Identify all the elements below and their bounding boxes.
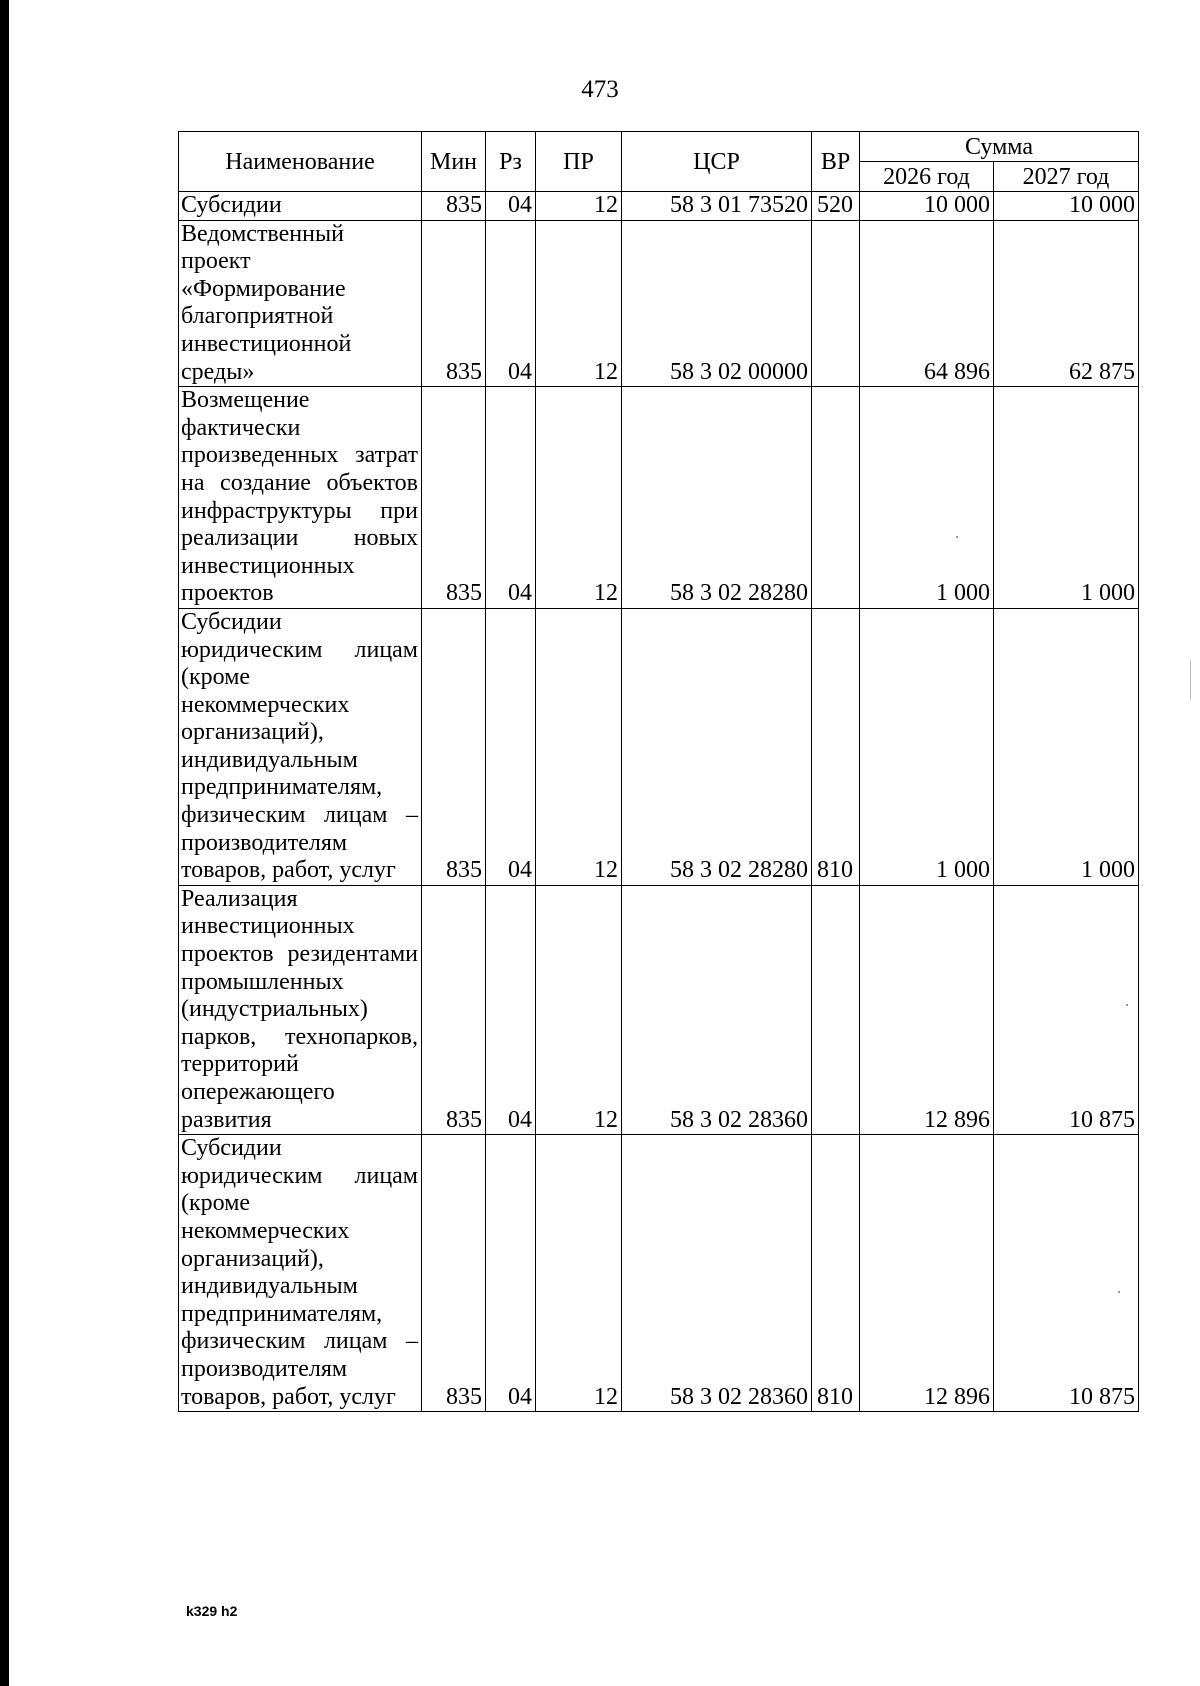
row-pr: 12 <box>536 885 622 1134</box>
row-vr: 520 <box>812 192 860 221</box>
table-row <box>179 220 1139 387</box>
row-name: Субсидии юридическим лицам (кроме некоммерческих организаций), индивидуальным предпринимателям, физическим лицам – производителям товаров, работ, услуг <box>179 1135 422 1412</box>
row-sum-2026: 1 000 <box>860 387 994 609</box>
row-sum-2027: 62 875 <box>994 220 1139 387</box>
table-row <box>179 885 1139 1134</box>
row-pr: 12 <box>536 192 622 221</box>
row-min: 835 <box>422 885 486 1134</box>
row-sum-2027: 10 875 <box>994 1135 1139 1412</box>
row-rz: 04 <box>486 192 536 221</box>
row-csr: 58 3 02 28360 <box>622 885 812 1134</box>
scan-edge-strip <box>0 0 9 1686</box>
row-min: 835 <box>422 608 486 885</box>
row-sum-2026: 10 000 <box>860 192 994 221</box>
table-row <box>179 1135 1139 1412</box>
row-pr: 12 <box>536 220 622 387</box>
row-vr <box>812 885 860 1134</box>
row-sum-2026: 64 896 <box>860 220 994 387</box>
header-year-2026: 2026 год <box>860 162 994 192</box>
row-pr: 12 <box>536 1135 622 1412</box>
row-name: Субсидии <box>179 192 422 221</box>
header-rz: Рз <box>486 132 536 192</box>
row-sum-2026: 1 000 <box>860 608 994 885</box>
row-sum-2027: 1 000 <box>994 608 1139 885</box>
row-vr: 810 <box>812 608 860 885</box>
table-row <box>179 192 1139 221</box>
scan-speck <box>1190 660 1191 700</box>
row-min: 835 <box>422 192 486 221</box>
row-rz: 04 <box>486 885 536 1134</box>
row-csr: 58 3 01 73520 <box>622 192 812 221</box>
row-name: Реализация инвестиционных проектов резидентами промышленных (индустриальных) парков, технопарков, территорий опережающего развития <box>179 885 422 1134</box>
row-min: 835 <box>422 387 486 609</box>
header-min: Мин <box>422 132 486 192</box>
row-min: 835 <box>422 1135 486 1412</box>
row-sum-2027: 1 000 <box>994 387 1139 609</box>
row-min: 835 <box>422 220 486 387</box>
row-sum-2026: 12 896 <box>860 885 994 1134</box>
row-vr: 810 <box>812 1135 860 1412</box>
row-name: Возмещение фактически произведенных затрат на создание объектов инфраструктуры при реализации новых инвестиционных проектов <box>179 387 422 609</box>
row-vr <box>812 387 860 609</box>
scan-speck <box>1118 1291 1120 1293</box>
row-csr: 58 3 02 00000 <box>622 220 812 387</box>
row-sum-2027: 10 000 <box>994 192 1139 221</box>
scan-speck <box>1126 1004 1128 1006</box>
header-name: Наименование <box>179 132 422 192</box>
row-rz: 04 <box>486 387 536 609</box>
row-sum-2027: 10 875 <box>994 885 1139 1134</box>
page-number: 473 <box>581 76 619 103</box>
header-csr: ЦСР <box>622 132 812 192</box>
header-pr: ПР <box>536 132 622 192</box>
header-sum: Сумма <box>860 132 1139 162</box>
row-name: Субсидии юридическим лицам (кроме некоммерческих организаций), индивидуальным предпринимателям, физическим лицам – производителям товаров, работ, услуг <box>179 608 422 885</box>
row-rz: 04 <box>486 1135 536 1412</box>
row-csr: 58 3 02 28360 <box>622 1135 812 1412</box>
header-year-2027: 2027 год <box>994 162 1139 192</box>
row-sum-2026: 12 896 <box>860 1135 994 1412</box>
row-pr: 12 <box>536 608 622 885</box>
row-pr: 12 <box>536 387 622 609</box>
row-rz: 04 <box>486 608 536 885</box>
scan-speck <box>956 536 958 538</box>
row-csr: 58 3 02 28280 <box>622 387 812 609</box>
row-csr: 58 3 02 28280 <box>622 608 812 885</box>
table-row <box>179 387 1139 609</box>
row-rz: 04 <box>486 220 536 387</box>
header-vr: ВР <box>812 132 860 192</box>
budget-table <box>178 131 1139 1412</box>
table-row <box>179 608 1139 885</box>
row-name: Ведомственный проект «Формирование благоприятной инвестиционной среды» <box>179 220 422 387</box>
document-code: k329 h2 <box>186 1603 238 1619</box>
row-vr <box>812 220 860 387</box>
